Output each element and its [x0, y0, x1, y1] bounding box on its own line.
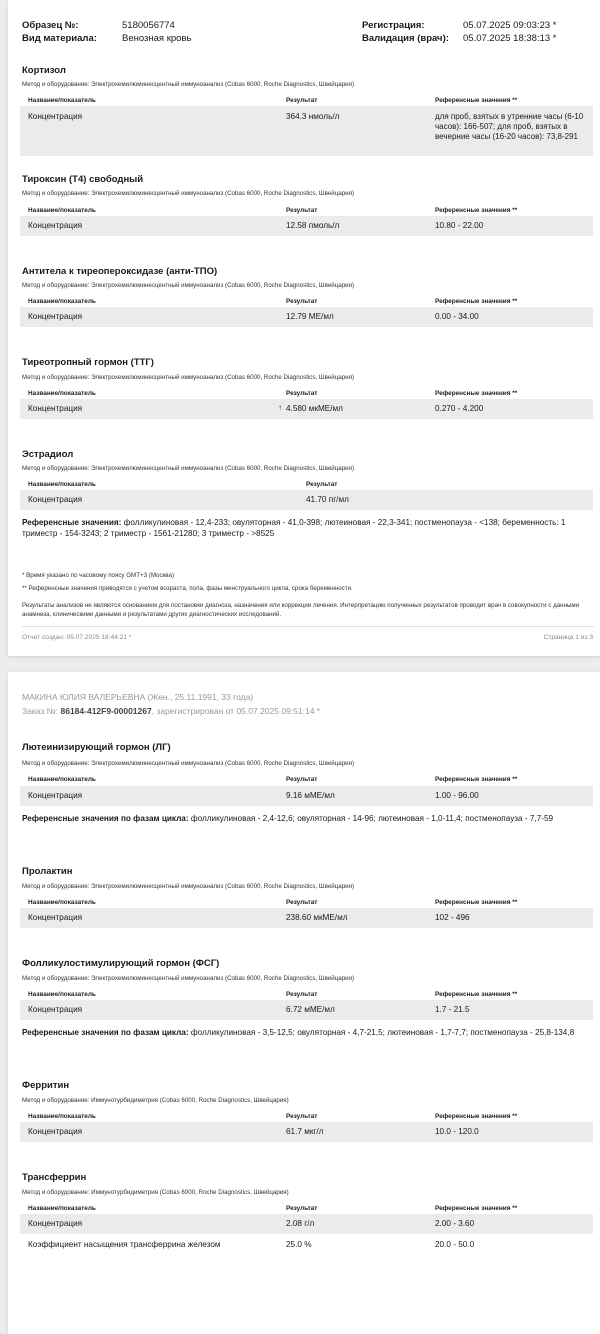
- tpo-title: Антитела к тиреопероксидазе (анти-ТПО): [22, 266, 218, 277]
- tsh-title: Тиреотропный гормон (ТТГ): [22, 357, 154, 368]
- row-reference: 1.00 - 96.00: [435, 791, 479, 800]
- row-name: Концентрация: [28, 913, 83, 922]
- col-result-header: Результат: [286, 97, 318, 104]
- row-name: Коэффициент насыщения трансферрина железом: [28, 1240, 221, 1249]
- footnote-timezone: * Время указано по часовому поясу GMT+3 (Москва): [22, 572, 175, 579]
- estradiol-reference-note: [22, 517, 588, 539]
- row-reference: 20.0 - 50.0: [435, 1240, 475, 1249]
- table-row: [20, 786, 593, 806]
- row-name: Концентрация: [28, 1005, 83, 1014]
- row-reference: 0.00 - 34.00: [435, 312, 479, 321]
- arrow-up-icon: ↑: [278, 403, 282, 412]
- tpo-method: Метод и оборудование: Электрохемилюминесцентный иммуноанализ (Cobas 6000, Roche Diagnostics, Швейцария): [22, 282, 355, 289]
- col-result-header: Результат: [286, 776, 318, 783]
- row-result: 25.0 %: [286, 1240, 312, 1249]
- report-page-1: [8, 0, 600, 656]
- note-label: Референсные значения по фазам цикла:: [22, 814, 189, 823]
- col-reference-header: Референсные значения **: [435, 298, 518, 305]
- prolactin-method: Метод и оборудование: Электрохемилюминесцентный иммуноанализ (Cobas 6000, Roche Diagnostics, Швейцария): [22, 883, 355, 890]
- table-row: [20, 490, 593, 510]
- row-name: Концентрация: [28, 404, 83, 413]
- ferritin-title: Ферритин: [22, 1080, 70, 1091]
- estradiol-title: Эстрадиол: [22, 449, 74, 460]
- registration-value: 05.07.2025 09:03:23 *: [463, 20, 557, 31]
- table-row: [20, 399, 593, 419]
- row-reference: 10.0 - 120.0: [435, 1127, 479, 1136]
- row-reference: 2.00 - 3.60: [435, 1219, 475, 1228]
- table-row: [20, 307, 593, 327]
- col-reference-header: Референсные значения **: [435, 991, 518, 998]
- row-reference: 10.80 - 22.00: [435, 221, 484, 230]
- note-text: фолликулиновая - 2,4-12,6; овуляторная - 14-96; лютеиновая - 1,0-11,4; постменопауза - 7,7-59: [188, 814, 554, 823]
- row-name: Концентрация: [28, 791, 83, 800]
- row-result: 364.3 нмоль/л: [286, 112, 340, 121]
- report-page-2: [8, 672, 600, 1334]
- validation-value: 05.07.2025 18:38:13 *: [463, 33, 557, 44]
- col-result-header: Результат: [306, 481, 338, 488]
- col-result-header: Результат: [286, 899, 318, 906]
- disclaimer: Результаты анализов не являются основанием для постановки диагноза, назначения или коррекции лечения. Интерпретацию полученных результатов проводит врач в совокупности с данными анамнеза, клиническими данными и результатами других диагностических исследований.: [22, 602, 580, 618]
- col-reference-header: Референсные значения **: [435, 1205, 518, 1212]
- row-name: Концентрация: [28, 1127, 83, 1136]
- row-name: Концентрация: [28, 221, 83, 230]
- t4-title: Тироксин (Т4) свободный: [22, 174, 144, 185]
- table-row: [20, 1235, 593, 1255]
- col-result-header: Результат: [286, 390, 318, 397]
- row-reference: 1.7 - 21.5: [435, 1005, 470, 1014]
- transferrin-title: Трансферрин: [22, 1172, 87, 1183]
- page-number: Страница 1 из 3: [543, 634, 593, 641]
- registration-label: Регистрация:: [362, 20, 425, 31]
- note-text: фолликулиновая - 3,5-12,5; овуляторная - 4,7-21,5; лютеиновая - 1,7-7,7; постменопауза - 25,8-134,8: [188, 1028, 575, 1037]
- row-result: 2.08 г/л: [286, 1219, 315, 1228]
- t4-method: Метод и оборудование: Электрохемилюминесцентный иммуноанализ (Cobas 6000, Roche Diagnostics, Швейцария): [22, 190, 355, 197]
- col-reference-header: Референсные значения **: [435, 899, 518, 906]
- table-row: [20, 106, 593, 156]
- col-name-header: Название/показатель: [28, 1113, 96, 1120]
- col-name-header: Название/показатель: [28, 207, 96, 214]
- patient-info: МАКИНА ЮЛИЯ ВАЛЕРЬЕВНА (Жен., 25.11.1991, 33 года): [22, 692, 254, 702]
- footnote-references: ** Референсные значения приводятся с учетом возраста, пола, фазы менструального цикла, срока беременности.: [22, 585, 353, 592]
- fsh-reference-note: [22, 1027, 588, 1038]
- table-row: [20, 216, 593, 236]
- table-row: [20, 1000, 593, 1020]
- col-result-header: Результат: [286, 298, 318, 305]
- col-name-header: Название/показатель: [28, 390, 96, 397]
- row-reference: для проб, взятых в утренние часы (6-10 часов): 166-507; для проб, взятых в вечерние часы (16-20 часов): 73,8-291: [435, 112, 584, 141]
- footer-divider: [22, 626, 594, 627]
- col-result-header: Результат: [286, 1113, 318, 1120]
- row-name: Концентрация: [28, 312, 83, 321]
- col-name-header: Название/показатель: [28, 1205, 96, 1212]
- col-reference-header: Референсные значения **: [435, 207, 518, 214]
- row-result: 238.60 мкМЕ/мл: [286, 913, 348, 922]
- row-reference: 102 - 496: [435, 913, 470, 922]
- tsh-method: Метод и оборудование: Электрохемилюминесцентный иммуноанализ (Cobas 6000, Roche Diagnostics, Швейцария): [22, 374, 355, 381]
- material-label: Вид материала:: [22, 33, 97, 44]
- table-row: [20, 1122, 593, 1142]
- row-name: Концентрация: [28, 1219, 83, 1228]
- row-result: 6.72 мМЕ/мл: [286, 1005, 335, 1014]
- note-text: фолликулиновая - 12,4-233; овуляторная - 41,0-398; лютеиновая - 22,3-341; постменопауза - <138; беременность: 1 триместр - 154-3243; 2 триместр - 1561-21280; 3 триместр - >8525: [22, 518, 566, 538]
- col-reference-header: Референсные значения **: [435, 776, 518, 783]
- prolactin-title: Пролактин: [22, 866, 73, 877]
- sample-value: 5180056774: [122, 20, 175, 31]
- estradiol-method: Метод и оборудование: Электрохемилюминесцентный иммуноанализ (Cobas 6000, Roche Diagnostics, Швейцария): [22, 465, 355, 472]
- table-row: [20, 908, 593, 928]
- col-name-header: Название/показатель: [28, 776, 96, 783]
- row-name: Концентрация: [28, 112, 83, 121]
- row-result: 12.58 пмоль/л: [286, 221, 340, 230]
- row-result: 12.79 МЕ/мл: [286, 312, 334, 321]
- fsh-title: Фолликулостимулирующий гормон (ФСГ): [22, 958, 220, 969]
- sample-label: Образец №:: [22, 20, 79, 31]
- report-created: Отчет создан: 05.07.2025 18:44:21 *: [22, 634, 132, 641]
- row-result: 9.16 мМЕ/мл: [286, 791, 335, 800]
- col-result-header: Результат: [286, 1205, 318, 1212]
- col-reference-header: Референсные значения **: [435, 97, 518, 104]
- cortisol-title: Кортизол: [22, 65, 66, 76]
- col-result-header: Результат: [286, 991, 318, 998]
- col-name-header: Название/показатель: [28, 991, 96, 998]
- note-label: Референсные значения по фазам цикла:: [22, 1028, 189, 1037]
- transferrin-method: Метод и оборудование: Иммунотурбидиметрия (Cobas 6000, Roche Diagnostics, Швейцария): [22, 1189, 289, 1196]
- fsh-method: Метод и оборудование: Электрохемилюминесцентный иммуноанализ (Cobas 6000, Roche Diagnostics, Швейцария): [22, 975, 355, 982]
- validation-label: Валидация (врач):: [362, 33, 449, 44]
- col-reference-header: Референсные значения **: [435, 1113, 518, 1120]
- row-result: 41.70 пг/мл: [306, 495, 349, 504]
- col-name-header: Название/показатель: [28, 97, 96, 104]
- cortisol-method: Метод и оборудование: Электрохемилюминесцентный иммуноанализ (Cobas 6000, Roche Diagnostics, Швейцария): [22, 81, 355, 88]
- row-reference: 0.270 - 4.200: [435, 404, 484, 413]
- col-name-header: Название/показатель: [28, 481, 96, 488]
- order-suffix: , зарегистрирован от 05.07.2025 09:51:14 *: [151, 706, 321, 716]
- table-row: [20, 1214, 593, 1234]
- material-value: Венозная кровь: [122, 33, 192, 44]
- row-result: 4.580 мкМЕ/мл: [286, 404, 343, 413]
- order-label: Заказ №:: [22, 706, 61, 716]
- note-label: Референсные значения:: [22, 518, 122, 527]
- order-info: [22, 706, 320, 716]
- lh-method: Метод и оборудование: Электрохемилюминесцентный иммуноанализ (Cobas 6000, Roche Diagnostics, Швейцария): [22, 760, 355, 767]
- col-name-header: Название/показатель: [28, 298, 96, 305]
- ferritin-method: Метод и оборудование: Иммунотурбидиметрия (Cobas 6000, Roche Diagnostics, Швейцария): [22, 1097, 289, 1104]
- order-number: 86184-412F9-00001267: [60, 706, 152, 716]
- col-name-header: Название/показатель: [28, 899, 96, 906]
- lh-title: Лютеинизирующий гормон (ЛГ): [22, 742, 171, 753]
- col-reference-header: Референсные значения **: [435, 390, 518, 397]
- row-result: 61.7 мкг/л: [286, 1127, 324, 1136]
- row-name: Концентрация: [28, 495, 83, 504]
- col-result-header: Результат: [286, 207, 318, 214]
- lh-reference-note: [22, 813, 588, 824]
